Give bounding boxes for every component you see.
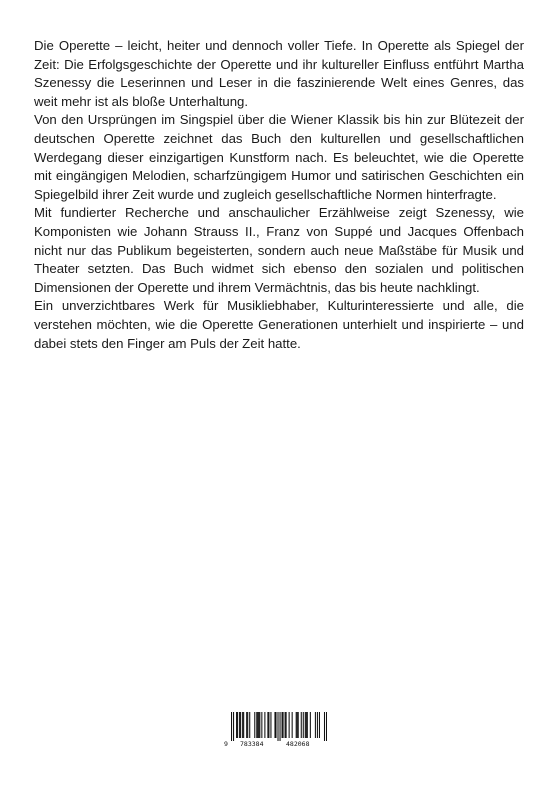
barcode-bar: [282, 712, 283, 738]
barcode-bar: [289, 712, 290, 738]
paragraph-closing: Ein unverzichtbares Werk für Musikliebhaber, Kulturinteressierte und alle, die verstehen möchten, wie die Operette Generationen unterhielt und inspirierte – und dabei stets den Finger am Puls der Zeit hatte.: [34, 298, 524, 351]
barcode-bar: [277, 712, 278, 741]
barcode-bar: [240, 712, 241, 738]
barcode-bar: [326, 712, 327, 741]
barcode-bar: [292, 712, 293, 738]
barcode-bar: [236, 712, 237, 738]
barcode-bar: [249, 712, 250, 738]
barcode-bar: [275, 712, 276, 738]
barcode-bar: [286, 712, 287, 738]
barcode-bar: [307, 712, 308, 738]
barcode-bar: [257, 712, 258, 738]
barcode-bar: [256, 712, 257, 738]
paragraph-composers: Mit fundierter Recherche und anschaulicher Erzählweise zeigt Szenessy, wie Komponisten wie Johann Strauss II., Franz von Suppé und Jacques Offenbach nicht nur das Publikum begeisterten, sondern auch neue Maßstäbe für Musik und Theater setzten. Das Buch widmet sich ebenso den sozialen und politischen Dimensionen der Operette und ihrem Vermächtnis, das bis heute nachklingt.: [34, 205, 524, 295]
barcode-bar: [246, 712, 247, 738]
barcode-bar: [305, 712, 306, 738]
barcode-bar: [324, 712, 325, 741]
barcode-bar: [267, 712, 268, 738]
isbn-barcode: [224, 712, 330, 748]
barcode-bar: [319, 712, 320, 738]
barcode-bar: [298, 712, 299, 738]
barcode-bar: [237, 712, 238, 738]
paragraph-intro: Die Operette – leicht, heiter und dennoch voller Tiefe. In Operette als Spiegel der Zeit: Die Erfolgsgeschichte der Operette und ihr kultureller Einfluss entführt Martha Szenessy die Leserinnen und Leser in die faszinierende Welt eines Genres, das weit mehr ist als bloße Unterhaltung.: [34, 38, 524, 109]
barcode-bar: [280, 712, 281, 741]
paragraph-history: Von den Ursprüngen im Singspiel über die Wiener Klassik bis hin zur Blütezeit der deutschen Operette zeichnet das Buch den kulturellen und gesellschaftlichen Werdegang dieser einzigartigen Kunstform nach. Es beleuchtet, wie die Operette mit eingängigen Melodien, scharfzüngigem Humor und satirischen Geschichten ein Spiegelbild ihrer Zeit wurde und zugleich gesellschaftliche Normen hinterfragte.: [34, 112, 524, 202]
back-cover-text: [34, 37, 524, 353]
barcode-bar: [317, 712, 318, 738]
barcode-right-group: 482068: [286, 740, 310, 748]
barcode-bar: [283, 712, 284, 738]
barcode-bar: [259, 712, 260, 738]
barcode-bar: [297, 712, 298, 738]
barcode-bar: [264, 712, 265, 738]
barcode-bar: [233, 712, 234, 741]
barcode-bar: [243, 712, 244, 738]
barcode-bar: [231, 712, 232, 741]
barcode-bar: [258, 712, 259, 738]
barcode-bars: [231, 712, 327, 741]
barcode-bar: [296, 712, 297, 738]
barcode-bar: [268, 712, 269, 738]
barcode-bar: [303, 712, 304, 738]
barcode-bar: [254, 712, 255, 738]
barcode-bar: [247, 712, 248, 738]
barcode-bar: [301, 712, 302, 738]
barcode-bar: [285, 712, 286, 738]
barcode-bar: [270, 712, 271, 738]
barcode-bar: [261, 712, 262, 738]
barcode-bar: [310, 712, 311, 738]
barcode-first-digit: 9: [224, 740, 228, 748]
barcode-bar: [315, 712, 316, 738]
barcode-bar: [274, 712, 275, 738]
barcode-bar: [306, 712, 307, 738]
barcode-bar: [242, 712, 243, 738]
barcode-left-group: 783384: [240, 740, 264, 748]
barcode-bar: [239, 712, 240, 738]
